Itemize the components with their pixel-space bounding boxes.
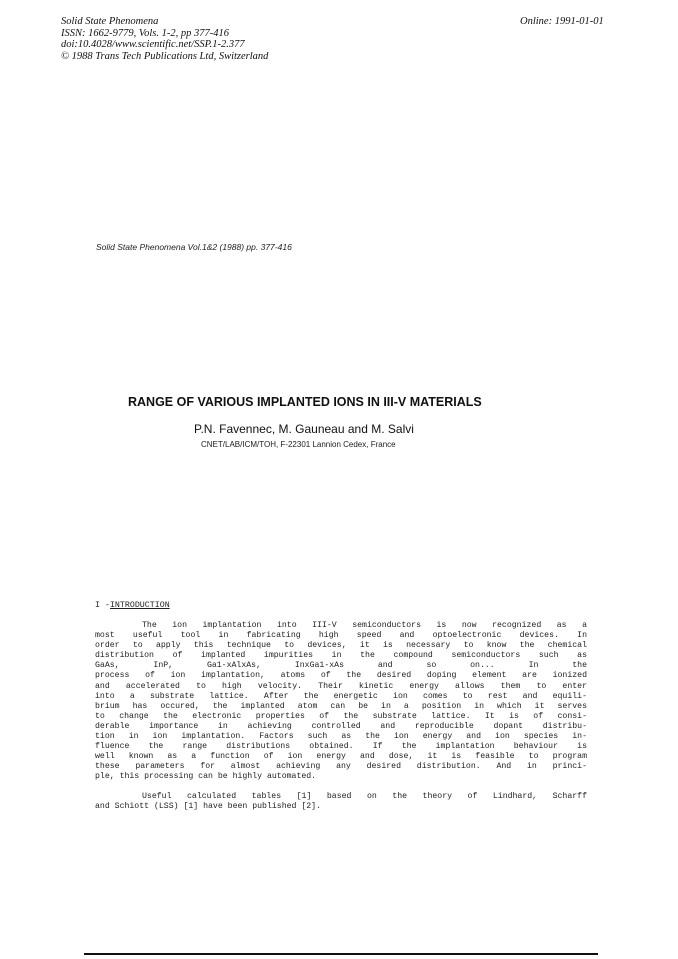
text-line: most useful tool in fabricating high speed and optoelectronic devices. In bbox=[95, 631, 587, 641]
text-line: these parameters for almost achieving any desired distribution. And in princi- bbox=[95, 762, 587, 772]
journal-reference: Solid State Phenomena Vol.1&2 (1988) pp. 377-416 bbox=[96, 242, 292, 252]
paper-authors: P.N. Favennec, M. Gauneau and M. Salvi bbox=[194, 422, 414, 436]
section-title: INTRODUCTION bbox=[109, 601, 170, 610]
text-line: into a substrate lattice. After the energetic ion comes to rest and equili- bbox=[95, 691, 587, 701]
text-line: brium has occured, the implanted atom can be in a position in which it serves bbox=[95, 701, 587, 711]
doi-line: doi:10.4028/www.scientific.net/SSP.1-2.377 bbox=[61, 39, 245, 50]
paragraph-gap bbox=[95, 783, 587, 792]
journal-name: Solid State Phenomena bbox=[61, 16, 159, 27]
text-line: well known as a function of ion energy and dose, it is feasible to program bbox=[95, 752, 587, 762]
text-line: order to apply this technique to devices, it is necessary to know the chemical bbox=[95, 641, 587, 651]
text-line: distribution of implanted impurities in the compound semiconductors such as bbox=[95, 651, 587, 661]
text-line: and Schiott (LSS) [1] have been published [2]. bbox=[95, 801, 322, 811]
issn-line: ISSN: 1662-9779, Vols. 1-2, pp 377-416 bbox=[61, 27, 229, 39]
section-heading bbox=[95, 601, 170, 610]
text-line: GaAs, InP, Ga1-xAlxAs, InxGa1-xAs and so on... In the bbox=[95, 661, 587, 671]
paper-title: RANGE OF VARIOUS IMPLANTED IONS IN III-V MATERIALS bbox=[128, 395, 482, 409]
text-line: to change the electronic properties of the substrate lattice. It is of consi- bbox=[95, 711, 587, 721]
text-line: Useful calculated tables [1] based on the theory of Lindhard, Scharff bbox=[142, 791, 587, 801]
text-line: process of ion implantation, atoms of the desired doping element are ionized bbox=[95, 671, 587, 681]
text-line: ple, this processing can be highly automated. bbox=[95, 772, 317, 782]
footer-rule bbox=[84, 953, 598, 955]
author-affiliation: CNET/LAB/ICM/TOH, F-22301 Lannion Cedex, France bbox=[201, 440, 396, 449]
text-line: fluence the range distributions obtained. If the implantation behaviour is bbox=[95, 742, 587, 752]
online-date: Online: 1991-01-01 bbox=[520, 16, 604, 27]
text-line: The ion implantation into III-V semiconductors is now recognized as a bbox=[142, 621, 587, 630]
text-line: derable importance in achieving controlled and reproducible dopant distribu- bbox=[95, 721, 587, 731]
text-line: tion in ion implantation. Factors such as the ion energy and ion species in- bbox=[95, 732, 587, 742]
text-line: and accelerated to high velocity. Their kinetic energy allows them to enter bbox=[95, 681, 587, 691]
section-number: I - bbox=[95, 601, 110, 610]
introduction-body bbox=[95, 621, 587, 812]
copyright-line: © 1988 Trans Tech Publications Ltd, Switzerland bbox=[61, 50, 269, 62]
publication-info bbox=[61, 16, 268, 62]
